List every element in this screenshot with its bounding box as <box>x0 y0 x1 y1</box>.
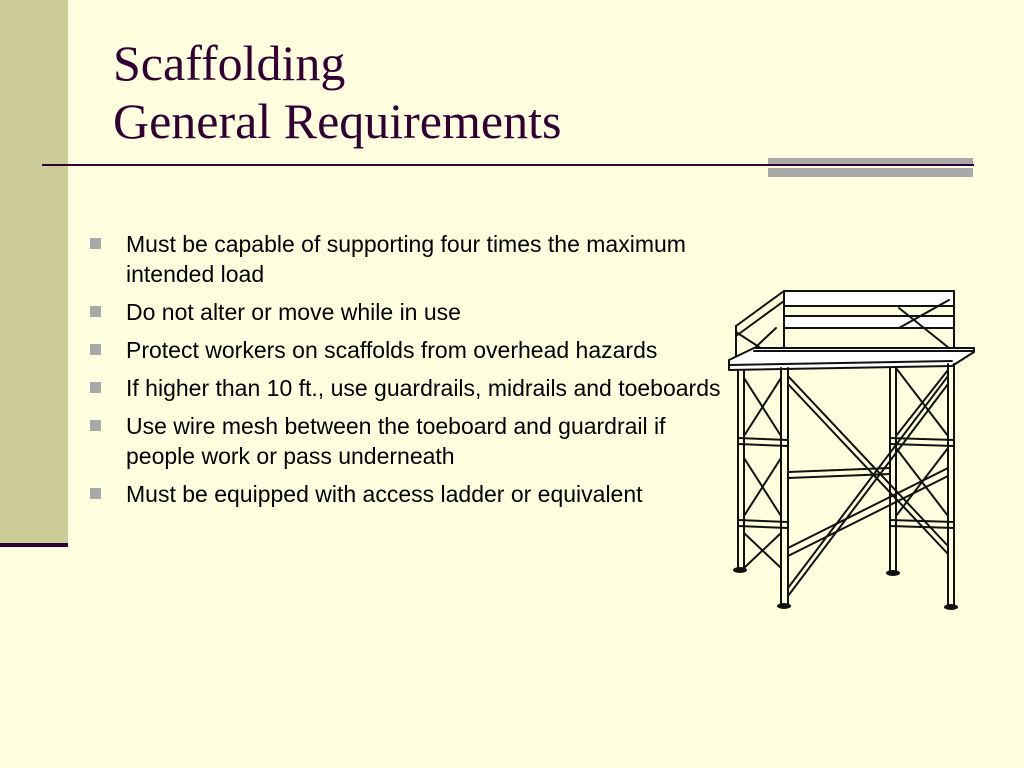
bullet-square-icon <box>90 344 101 355</box>
bullet-text: Must be capable of supporting four times the maximum intended load <box>126 231 686 287</box>
bullet-square-icon <box>90 306 101 317</box>
accent-bar <box>768 158 973 178</box>
bullet-text: Use wire mesh between the toeboard and guardrail if people work or pass underneath <box>126 413 666 469</box>
slide-title <box>113 34 561 150</box>
sidebar-divider <box>0 543 68 547</box>
left-sidebar-bar <box>0 0 68 545</box>
list-item <box>88 411 728 471</box>
bullet-text: Do not alter or move while in use <box>126 299 461 325</box>
list-item <box>88 479 728 509</box>
bullet-list <box>88 229 728 517</box>
title-line-1: Scaffolding <box>113 35 346 91</box>
title-line-2: General Requirements <box>113 93 562 149</box>
bullet-text: Must be equipped with access ladder or equivalent <box>126 481 643 507</box>
scaffold-icon <box>724 288 976 613</box>
bullet-square-icon <box>90 382 101 393</box>
list-item <box>88 229 728 289</box>
list-item <box>88 373 728 403</box>
bullet-text: Protect workers on scaffolds from overhead hazards <box>126 337 658 363</box>
bullet-text: If higher than 10 ft., use guardrails, midrails and toeboards <box>126 375 721 401</box>
bullet-square-icon <box>90 238 101 249</box>
bullet-square-icon <box>90 488 101 499</box>
list-item <box>88 335 728 365</box>
bullet-square-icon <box>90 420 101 431</box>
list-item <box>88 297 728 327</box>
